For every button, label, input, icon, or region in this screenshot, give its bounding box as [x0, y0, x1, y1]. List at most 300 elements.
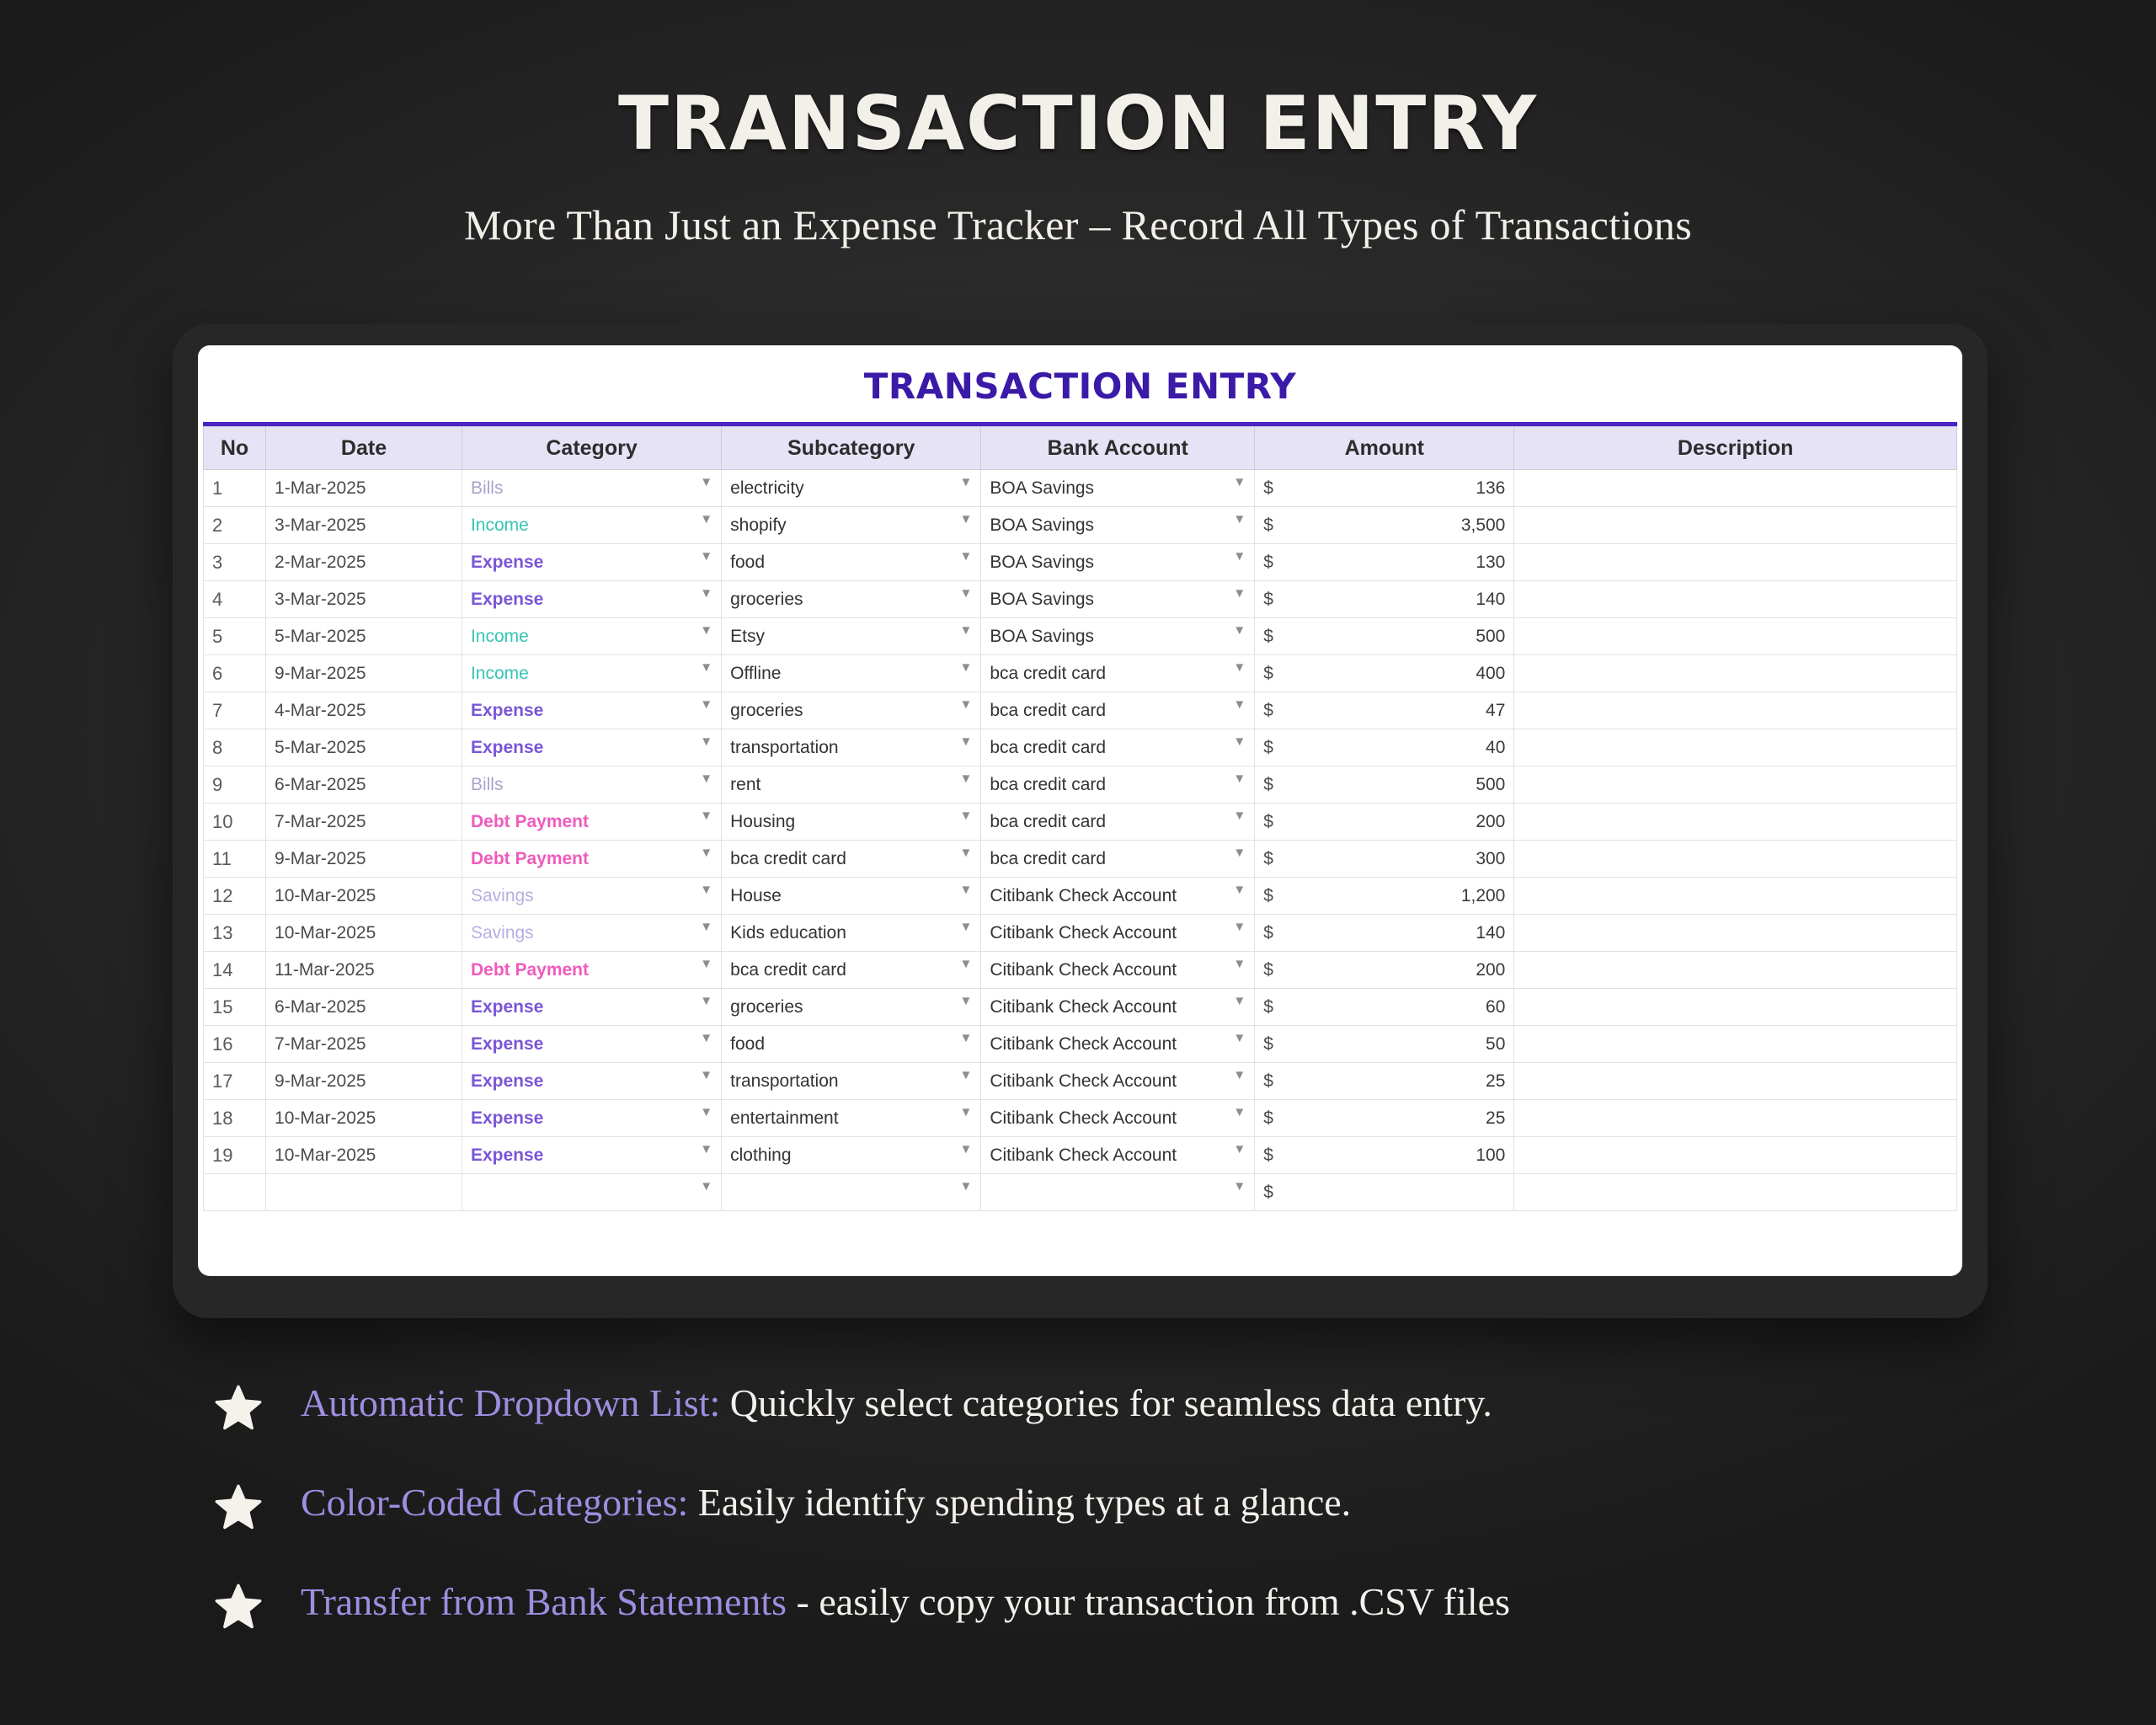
- currency-symbol: $: [1263, 552, 1273, 572]
- list-item: [215, 1481, 1967, 1531]
- subcategory-value: groceries: [730, 996, 803, 1017]
- cell-amount[interactable]: [1255, 507, 1514, 544]
- currency-symbol: $: [1263, 1182, 1273, 1202]
- chevron-down-icon[interactable]: ▼: [959, 809, 973, 823]
- chevron-down-icon[interactable]: ▼: [959, 1068, 973, 1082]
- amount-value: 60: [1486, 996, 1506, 1017]
- table-row: [204, 581, 1957, 618]
- feature-heading: Transfer from Bank Statements: [301, 1580, 787, 1623]
- amount-value: 140: [1476, 589, 1506, 609]
- cell-bank-account[interactable]: [981, 729, 1255, 766]
- chevron-down-icon[interactable]: ▼: [700, 809, 713, 823]
- column-header-bank-account: Bank Account: [981, 427, 1255, 470]
- chevron-down-icon[interactable]: ▼: [1233, 809, 1246, 823]
- cell-category[interactable]: [462, 470, 721, 507]
- table-row: [204, 655, 1957, 692]
- cell-subcategory[interactable]: [722, 804, 981, 841]
- cell-description[interactable]: [1514, 989, 1957, 1026]
- cell-category[interactable]: [462, 1026, 721, 1063]
- subcategory-value: Etsy: [730, 626, 765, 646]
- bank-account-value: BOA Savings: [990, 515, 1095, 535]
- bank-account-value: bca credit card: [990, 811, 1107, 831]
- cell-date[interactable]: 6-Mar-2025: [266, 766, 462, 804]
- table-row: [204, 766, 1957, 804]
- feature-body: Quickly select categories for seamless data entry.: [720, 1381, 1492, 1424]
- chevron-down-icon[interactable]: ▼: [959, 1105, 973, 1119]
- cell-subcategory[interactable]: [722, 692, 981, 729]
- category-value: Debt Payment: [470, 848, 590, 868]
- feature-heading: Automatic Dropdown List:: [301, 1381, 721, 1424]
- table-row: [204, 841, 1957, 878]
- cell-description[interactable]: [1514, 581, 1957, 618]
- chevron-down-icon[interactable]: ▼: [1233, 994, 1246, 1008]
- chevron-down-icon[interactable]: ▼: [1233, 660, 1246, 675]
- cell-amount[interactable]: [1255, 989, 1514, 1026]
- cell-description[interactable]: [1514, 804, 1957, 841]
- chevron-down-icon[interactable]: ▼: [959, 920, 973, 934]
- table-row: [204, 1174, 1957, 1211]
- cell-bank-account[interactable]: [981, 655, 1255, 692]
- category-value: Expense: [470, 1071, 544, 1091]
- cell-date[interactable]: 5-Mar-2025: [266, 729, 462, 766]
- chevron-down-icon[interactable]: ▼: [959, 697, 973, 712]
- subcategory-value: bca credit card: [730, 959, 846, 980]
- chevron-down-icon[interactable]: ▼: [700, 883, 713, 897]
- cell-category[interactable]: [462, 544, 721, 581]
- table-body: [204, 470, 1957, 1211]
- currency-symbol: $: [1263, 589, 1273, 609]
- chevron-down-icon[interactable]: ▼: [1233, 846, 1246, 860]
- bank-account-value: bca credit card: [990, 737, 1107, 757]
- cell-date[interactable]: 1-Mar-2025: [266, 470, 462, 507]
- cell-bank-account[interactable]: [981, 878, 1255, 915]
- cell-bank-account[interactable]: [981, 1100, 1255, 1137]
- cell-subcategory[interactable]: [722, 581, 981, 618]
- cell-bank-account[interactable]: [981, 1137, 1255, 1174]
- cell-amount[interactable]: [1255, 618, 1514, 655]
- cell-description[interactable]: [1514, 878, 1957, 915]
- cell-category[interactable]: [462, 729, 721, 766]
- currency-symbol: $: [1263, 959, 1273, 980]
- cell-subcategory[interactable]: [722, 470, 981, 507]
- cell-category[interactable]: [462, 915, 721, 952]
- cell-no: 13: [204, 915, 266, 952]
- cell-no: 15: [204, 989, 266, 1026]
- cell-no: 11: [204, 841, 266, 878]
- chevron-down-icon[interactable]: ▼: [700, 1031, 713, 1045]
- cell-date[interactable]: 4-Mar-2025: [266, 692, 462, 729]
- chevron-down-icon[interactable]: ▼: [959, 1179, 973, 1194]
- table-header-row: [204, 427, 1957, 470]
- chevron-down-icon[interactable]: ▼: [700, 660, 713, 675]
- cell-date[interactable]: 3-Mar-2025: [266, 507, 462, 544]
- chevron-down-icon[interactable]: ▼: [700, 994, 713, 1008]
- cell-date[interactable]: 9-Mar-2025: [266, 655, 462, 692]
- chevron-down-icon[interactable]: ▼: [700, 697, 713, 712]
- cell-bank-account[interactable]: [981, 581, 1255, 618]
- chevron-down-icon[interactable]: ▼: [959, 957, 973, 971]
- cell-bank-account[interactable]: [981, 804, 1255, 841]
- cell-bank-account[interactable]: [981, 692, 1255, 729]
- cell-amount[interactable]: [1255, 544, 1514, 581]
- cell-category[interactable]: [462, 618, 721, 655]
- subcategory-value: clothing: [730, 1145, 792, 1165]
- cell-no: 1: [204, 470, 266, 507]
- chevron-down-icon[interactable]: ▼: [700, 586, 713, 601]
- cell-description[interactable]: [1514, 655, 1957, 692]
- chevron-down-icon[interactable]: ▼: [1233, 734, 1246, 749]
- cell-category[interactable]: [462, 878, 721, 915]
- cell-category[interactable]: [462, 952, 721, 989]
- currency-symbol: $: [1263, 626, 1273, 646]
- cell-category[interactable]: [462, 804, 721, 841]
- cell-description[interactable]: [1514, 1026, 1957, 1063]
- cell-description[interactable]: [1514, 507, 1957, 544]
- cell-amount[interactable]: [1255, 915, 1514, 952]
- cell-date[interactable]: 11-Mar-2025: [266, 952, 462, 989]
- currency-symbol: $: [1263, 1108, 1273, 1128]
- star-icon: [215, 1583, 262, 1631]
- chevron-down-icon[interactable]: ▼: [959, 586, 973, 601]
- spreadsheet-grid: [203, 422, 1957, 1211]
- amount-value: 500: [1476, 626, 1506, 646]
- currency-symbol: $: [1263, 922, 1273, 943]
- cell-category[interactable]: [462, 655, 721, 692]
- cell-bank-account[interactable]: [981, 470, 1255, 507]
- amount-value: 400: [1476, 663, 1506, 683]
- list-item: [215, 1381, 1967, 1432]
- cell-subcategory[interactable]: [722, 878, 981, 915]
- table-row: [204, 804, 1957, 841]
- table-row: [204, 618, 1957, 655]
- cell-amount[interactable]: [1255, 766, 1514, 804]
- cell-subcategory[interactable]: [722, 729, 981, 766]
- chevron-down-icon[interactable]: ▼: [1233, 1031, 1246, 1045]
- cell-no: 7: [204, 692, 266, 729]
- cell-amount[interactable]: [1255, 729, 1514, 766]
- cell-amount[interactable]: [1255, 692, 1514, 729]
- cell-amount[interactable]: [1255, 470, 1514, 507]
- table-row: [204, 1100, 1957, 1137]
- cell-category[interactable]: [462, 692, 721, 729]
- cell-no: 9: [204, 766, 266, 804]
- bank-account-value: Citibank Check Account: [990, 1145, 1177, 1165]
- cell-category[interactable]: [462, 989, 721, 1026]
- cell-no: 3: [204, 544, 266, 581]
- column-header-date: Date: [266, 427, 462, 470]
- cell-subcategory[interactable]: [722, 1174, 981, 1211]
- cell-no: 4: [204, 581, 266, 618]
- cell-date[interactable]: 2-Mar-2025: [266, 544, 462, 581]
- chevron-down-icon[interactable]: ▼: [1233, 1142, 1246, 1156]
- currency-symbol: $: [1263, 478, 1273, 498]
- chevron-down-icon[interactable]: ▼: [1233, 549, 1246, 563]
- feature-body: - easily copy your transaction from .CSV files: [787, 1580, 1510, 1623]
- cell-date[interactable]: 10-Mar-2025: [266, 878, 462, 915]
- cell-bank-account[interactable]: [981, 989, 1255, 1026]
- cell-date[interactable]: 10-Mar-2025: [266, 915, 462, 952]
- currency-symbol: $: [1263, 811, 1273, 831]
- cell-bank-account[interactable]: [981, 1063, 1255, 1100]
- chevron-down-icon[interactable]: ▼: [1233, 1068, 1246, 1082]
- cell-bank-account[interactable]: [981, 841, 1255, 878]
- table-row: [204, 692, 1957, 729]
- cell-date[interactable]: 3-Mar-2025: [266, 581, 462, 618]
- chevron-down-icon[interactable]: ▼: [700, 1179, 713, 1194]
- cell-date[interactable]: 7-Mar-2025: [266, 804, 462, 841]
- currency-symbol: $: [1263, 737, 1273, 757]
- chevron-down-icon[interactable]: ▼: [1233, 1105, 1246, 1119]
- feature-text: [301, 1481, 1351, 1525]
- category-value: Income: [470, 515, 529, 535]
- currency-symbol: $: [1263, 700, 1273, 720]
- cell-bank-account[interactable]: [981, 1026, 1255, 1063]
- cell-description[interactable]: [1514, 766, 1957, 804]
- cell-date[interactable]: 5-Mar-2025: [266, 618, 462, 655]
- category-value: Bills: [470, 774, 504, 794]
- chevron-down-icon[interactable]: ▼: [1233, 957, 1246, 971]
- cell-category[interactable]: [462, 841, 721, 878]
- cell-subcategory[interactable]: [722, 1063, 981, 1100]
- bank-account-value: BOA Savings: [990, 589, 1095, 609]
- cell-amount[interactable]: [1255, 1174, 1514, 1211]
- cell-date[interactable]: 9-Mar-2025: [266, 841, 462, 878]
- cell-subcategory[interactable]: [722, 618, 981, 655]
- chevron-down-icon[interactable]: ▼: [1233, 475, 1246, 489]
- cell-category[interactable]: [462, 1063, 721, 1100]
- cell-amount[interactable]: [1255, 581, 1514, 618]
- amount-value: 100: [1476, 1145, 1506, 1165]
- amount-value: 25: [1486, 1071, 1506, 1091]
- category-value: Debt Payment: [470, 959, 590, 980]
- spreadsheet-screen: [198, 345, 1962, 1276]
- category-value: Expense: [470, 589, 544, 609]
- cell-bank-account[interactable]: [981, 1174, 1255, 1211]
- chevron-down-icon[interactable]: ▼: [700, 1068, 713, 1082]
- chevron-down-icon[interactable]: ▼: [1233, 697, 1246, 712]
- cell-date[interactable]: 6-Mar-2025: [266, 989, 462, 1026]
- category-value: Savings: [470, 885, 534, 905]
- cell-bank-account[interactable]: [981, 507, 1255, 544]
- chevron-down-icon[interactable]: ▼: [700, 772, 713, 786]
- cell-description[interactable]: [1514, 470, 1957, 507]
- cell-category[interactable]: [462, 1174, 721, 1211]
- amount-value: 500: [1476, 774, 1506, 794]
- subcategory-value: rent: [730, 774, 761, 794]
- bank-account-value: Citibank Check Account: [990, 959, 1177, 980]
- cell-no: 5: [204, 618, 266, 655]
- currency-symbol: $: [1263, 885, 1273, 905]
- cell-category[interactable]: [462, 581, 721, 618]
- cell-bank-account[interactable]: [981, 618, 1255, 655]
- cell-subcategory[interactable]: [722, 655, 981, 692]
- subcategory-value: food: [730, 552, 766, 572]
- cell-description[interactable]: [1514, 841, 1957, 878]
- cell-bank-account[interactable]: [981, 915, 1255, 952]
- bank-account-value: Citibank Check Account: [990, 1033, 1177, 1054]
- subcategory-value: Offline: [730, 663, 782, 683]
- table-row: [204, 1137, 1957, 1174]
- cell-description[interactable]: [1514, 1174, 1957, 1211]
- feature-text: [301, 1381, 1492, 1426]
- cell-subcategory[interactable]: [722, 915, 981, 952]
- chevron-down-icon[interactable]: ▼: [959, 475, 973, 489]
- cell-date[interactable]: [266, 1174, 462, 1211]
- cell-category[interactable]: [462, 507, 721, 544]
- cell-date[interactable]: 7-Mar-2025: [266, 1026, 462, 1063]
- chevron-down-icon[interactable]: ▼: [959, 1031, 973, 1045]
- chevron-down-icon[interactable]: ▼: [959, 512, 973, 526]
- cell-amount[interactable]: [1255, 655, 1514, 692]
- bank-account-value: Citibank Check Account: [990, 1108, 1177, 1128]
- cell-description[interactable]: [1514, 1063, 1957, 1100]
- bank-account-value: bca credit card: [990, 848, 1107, 868]
- page-title: TRANSACTION ENTRY: [618, 80, 1538, 167]
- chevron-down-icon[interactable]: ▼: [700, 920, 713, 934]
- cell-subcategory[interactable]: [722, 544, 981, 581]
- chevron-down-icon[interactable]: ▼: [1233, 586, 1246, 601]
- bank-account-value: bca credit card: [990, 774, 1107, 794]
- currency-symbol: $: [1263, 515, 1273, 535]
- cell-subcategory[interactable]: [722, 989, 981, 1026]
- amount-value: 50: [1486, 1033, 1506, 1054]
- cell-amount[interactable]: [1255, 1137, 1514, 1174]
- chevron-down-icon[interactable]: ▼: [700, 512, 713, 526]
- chevron-down-icon[interactable]: ▼: [1233, 772, 1246, 786]
- column-header-description: Description: [1514, 427, 1957, 470]
- bank-account-value: Citibank Check Account: [990, 922, 1177, 943]
- cell-amount[interactable]: [1255, 878, 1514, 915]
- cell-amount[interactable]: [1255, 1100, 1514, 1137]
- table-row: [204, 470, 1957, 507]
- chevron-down-icon[interactable]: ▼: [700, 475, 713, 489]
- currency-symbol: $: [1263, 1071, 1273, 1091]
- chevron-down-icon[interactable]: ▼: [700, 957, 713, 971]
- chevron-down-icon[interactable]: ▼: [700, 846, 713, 860]
- cell-amount[interactable]: [1255, 804, 1514, 841]
- chevron-down-icon[interactable]: ▼: [959, 660, 973, 675]
- table-row: [204, 952, 1957, 989]
- amount-value: 130: [1476, 552, 1506, 572]
- bank-account-value: bca credit card: [990, 700, 1107, 720]
- feature-heading: Color-Coded Categories:: [301, 1481, 689, 1524]
- cell-description[interactable]: [1514, 618, 1957, 655]
- cell-no: 10: [204, 804, 266, 841]
- cell-description[interactable]: [1514, 544, 1957, 581]
- table-row: [204, 1063, 1957, 1100]
- cell-no: [204, 1174, 266, 1211]
- cell-amount[interactable]: [1255, 952, 1514, 989]
- amount-value: 25: [1486, 1108, 1506, 1128]
- chevron-down-icon[interactable]: ▼: [700, 734, 713, 749]
- cell-bank-account[interactable]: [981, 766, 1255, 804]
- list-item: [215, 1580, 1967, 1631]
- column-header-no: No: [204, 427, 266, 470]
- table-row: [204, 989, 1957, 1026]
- cell-no: 19: [204, 1137, 266, 1174]
- cell-category[interactable]: [462, 1100, 721, 1137]
- chevron-down-icon[interactable]: ▼: [1233, 883, 1246, 897]
- chevron-down-icon[interactable]: ▼: [959, 994, 973, 1008]
- bank-account-value: bca credit card: [990, 663, 1107, 683]
- column-header-subcategory: Subcategory: [722, 427, 981, 470]
- chevron-down-icon[interactable]: ▼: [700, 623, 713, 638]
- cell-amount[interactable]: [1255, 1026, 1514, 1063]
- bank-account-value: BOA Savings: [990, 478, 1095, 498]
- cell-bank-account[interactable]: [981, 952, 1255, 989]
- cell-description[interactable]: [1514, 952, 1957, 989]
- chevron-down-icon[interactable]: ▼: [959, 772, 973, 786]
- category-value: Debt Payment: [470, 811, 590, 831]
- amount-value: 1,200: [1460, 885, 1506, 905]
- cell-date[interactable]: 10-Mar-2025: [266, 1100, 462, 1137]
- category-value: Expense: [470, 700, 544, 720]
- cell-description[interactable]: [1514, 729, 1957, 766]
- category-value: Income: [470, 663, 529, 683]
- chevron-down-icon[interactable]: ▼: [959, 734, 973, 749]
- cell-date[interactable]: 10-Mar-2025: [266, 1137, 462, 1174]
- cell-amount[interactable]: [1255, 841, 1514, 878]
- cell-subcategory[interactable]: [722, 952, 981, 989]
- chevron-down-icon[interactable]: ▼: [959, 883, 973, 897]
- cell-description[interactable]: [1514, 1137, 1957, 1174]
- cell-description[interactable]: [1514, 915, 1957, 952]
- subcategory-value: shopify: [730, 515, 787, 535]
- chevron-down-icon[interactable]: ▼: [700, 1105, 713, 1119]
- amount-value: 200: [1476, 811, 1506, 831]
- table-row: [204, 729, 1957, 766]
- chevron-down-icon[interactable]: ▼: [1233, 623, 1246, 638]
- cell-category[interactable]: [462, 1137, 721, 1174]
- cell-date[interactable]: 9-Mar-2025: [266, 1063, 462, 1100]
- cell-description[interactable]: [1514, 1100, 1957, 1137]
- subcategory-value: electricity: [730, 478, 804, 498]
- category-value: Expense: [470, 552, 544, 572]
- cell-subcategory[interactable]: [722, 766, 981, 804]
- chevron-down-icon[interactable]: ▼: [1233, 920, 1246, 934]
- bank-account-value: Citibank Check Account: [990, 1071, 1177, 1091]
- cell-subcategory[interactable]: [722, 507, 981, 544]
- category-value: Income: [470, 626, 529, 646]
- cell-subcategory[interactable]: [722, 841, 981, 878]
- chevron-down-icon[interactable]: ▼: [959, 1142, 973, 1156]
- sheet-title: TRANSACTION ENTRY: [863, 366, 1297, 407]
- amount-value: 300: [1476, 848, 1506, 868]
- cell-no: 2: [204, 507, 266, 544]
- chevron-down-icon[interactable]: ▼: [959, 846, 973, 860]
- cell-amount[interactable]: [1255, 1063, 1514, 1100]
- chevron-down-icon[interactable]: ▼: [959, 623, 973, 638]
- bank-account-value: Citibank Check Account: [990, 885, 1177, 905]
- cell-description[interactable]: [1514, 692, 1957, 729]
- cell-subcategory[interactable]: [722, 1137, 981, 1174]
- chevron-down-icon[interactable]: ▼: [1233, 512, 1246, 526]
- chevron-down-icon[interactable]: ▼: [700, 1142, 713, 1156]
- chevron-down-icon[interactable]: ▼: [700, 549, 713, 563]
- cell-bank-account[interactable]: [981, 544, 1255, 581]
- table-row: [204, 507, 1957, 544]
- cell-subcategory[interactable]: [722, 1100, 981, 1137]
- feature-body: Easily identify spending types at a glance.: [688, 1481, 1352, 1524]
- chevron-down-icon[interactable]: ▼: [959, 549, 973, 563]
- column-header-category: Category: [462, 427, 721, 470]
- chevron-down-icon[interactable]: ▼: [1233, 1179, 1246, 1194]
- cell-subcategory[interactable]: [722, 1026, 981, 1063]
- cell-category[interactable]: [462, 766, 721, 804]
- feature-list: [215, 1381, 1967, 1680]
- subcategory-value: bca credit card: [730, 848, 846, 868]
- tablet-frame: [173, 324, 1988, 1318]
